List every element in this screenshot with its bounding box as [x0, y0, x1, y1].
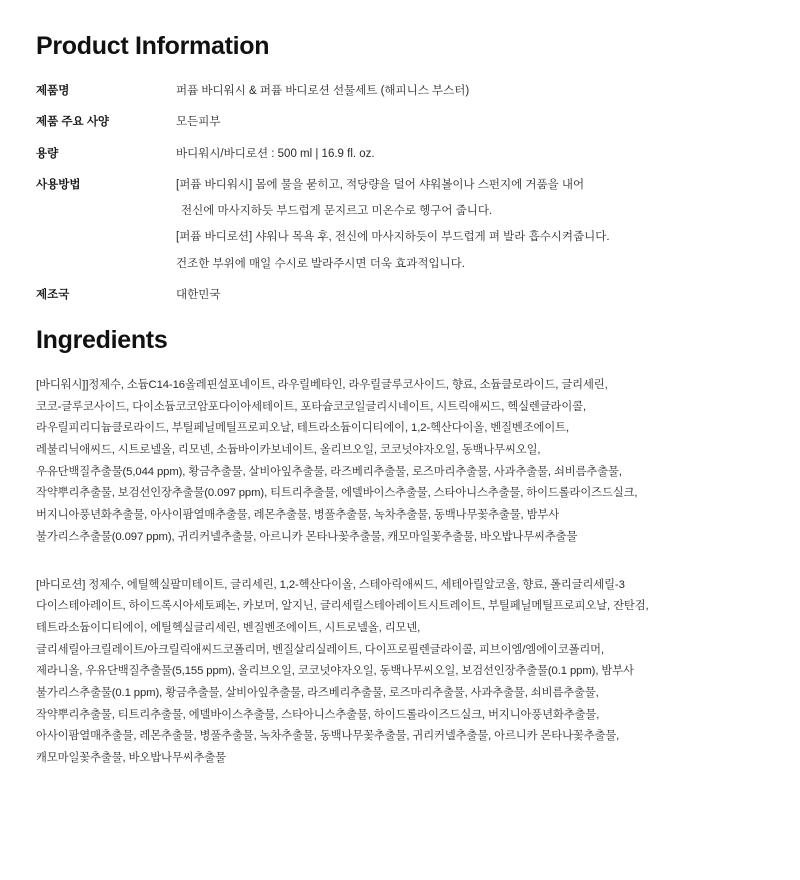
spec-value-volume — [176, 146, 764, 177]
ingredient-text-line: 불가리스추출물(0.097 ppm), 귀리커넬추출물, 아르니카 몬타나꽃추출물, 캐모마일꽃추출물, 바오밥나무씨추출물 — [36, 530, 578, 543]
spec-text-line: 퍼퓸 바디워시 & 퍼퓸 바디로션 선물세트 (해피니스 부스터) — [176, 85, 470, 97]
ingredient-text-line: 레불리닉애씨드, 시트로넬올, 리모넨, 소듐바이카보네이트, 올리브오일, 코코넛야자오일, 동백나무씨오일, — [36, 444, 541, 457]
ingredient-text-line: 테트라소듐이디티에이, 에틸헥실글리세린, 벤질벤조에이트, 시트로넬올, 리모넨, — [36, 621, 421, 634]
product-information-title: Product Information — [36, 32, 270, 60]
table-row — [36, 83, 764, 114]
table-row — [36, 114, 764, 145]
ingredient-text-line: 코코-글루코사이드, 다이소듐코코암포다이아세테이트, 포타슘코코일글리시네이트, 시트릭애씨드, 헥실렌글라이콜, — [36, 400, 587, 413]
ingredient-text-line: 작약뿌리추출물, 티트리추출물, 에델바이스추출물, 스타아니스추출물, 하이드롤라이즈드실크, 버지니아풍년화추출물, — [36, 708, 600, 721]
ingredient-text-line: 아사이팜열매추출물, 레몬추출물, 병풀추출물, 녹차추출물, 동백나무꽃추출물, 귀리커넬추출물, 아르니카 몬타나꽃추출물, — [36, 730, 620, 743]
spec-text-line: 모든피부 — [176, 116, 221, 129]
ingredient-text-line: 라우릴피리디늄클로라이드, 부틸페닐메틸프로피오날, 테트라소듐이디티에이, 1,2-헥산다이올, 벤질벤조에이트, — [36, 422, 569, 435]
spec-value-how-to-use — [176, 177, 764, 287]
spec-value-country-of-manufacture — [176, 287, 764, 318]
ingredients-title: Ingredients — [36, 326, 168, 354]
spec-text-line: [퍼퓸 바디로션] 샤워나 목욕 후, 전신에 마사지하듯이 부드럽게 펴 발라 흡수시켜줍니다. — [176, 231, 610, 244]
product-spec-body — [36, 83, 764, 318]
table-row — [36, 287, 764, 318]
spec-value-product-name — [176, 83, 764, 114]
ingredients-body-wash — [36, 375, 764, 549]
ingredient-text-line: [바디워시]]정제수, 소듐C14-16올레핀설포네이트, 라우릴베타인, 라우릴글루코사이드, 향료, 소듐클로라이드, 글리세린, — [36, 379, 608, 391]
product-spec-table — [36, 83, 764, 318]
spec-label-country-of-manufacture: 제조국 — [36, 288, 70, 301]
ingredient-text-line: 제라니올, 우유단백질추출물(5,155 ppm), 올리브오일, 코코넛야자오일, 동백나무씨오일, 보검선인장추출물(0.1 ppm), 밤부사 — [36, 665, 634, 678]
ingredient-text-line: 우유단백질추출물(5,044 ppm), 황금추출물, 살비아잎추출물, 라즈베리추출물, 로즈마리추출물, 사과추출물, 쇠비름추출물, — [36, 465, 622, 478]
spec-value-main-specification — [176, 114, 764, 145]
ingredient-text-line: 다이스테아레이트, 하이드록시아세토페논, 카보머, 알지닌, 글리세릴스테아레이트시트레이트, 부틸페닐메틸프로피오날, 잔탄검, — [36, 600, 649, 613]
spec-label-product-name: 제품명 — [36, 85, 70, 97]
spec-text-line: 대한민국 — [176, 288, 221, 301]
spec-text-line: 바디워시/바디로션 : 500 ml | 16.9 fl. oz. — [176, 147, 375, 160]
spec-text-line: [퍼퓸 바디워시] 몸에 물을 묻히고, 적당량을 덜어 샤워볼이나 스펀지에 거품을 내어 — [176, 178, 585, 191]
ingredients-body-lotion — [36, 575, 764, 770]
ingredient-text-line: [바디로션] 정제수, 에틸헥실팔미테이트, 글리세린, 1,2-헥산다이올, 스테아릭애씨드, 세테아릴알코올, 향료, 폴리글리세릴-3 — [36, 578, 625, 591]
table-row — [36, 177, 764, 287]
ingredient-text-line: 불가리스추출물(0.1 ppm), 황금추출물, 살비아잎추출물, 라즈베리추출물, 로즈마리추출물, 사과추출물, 쇠비름추출물, — [36, 686, 599, 699]
ingredient-text-line: 버지니아풍년화추출물, 아사이팜열매추출물, 레몬추출물, 병풀추출물, 녹차추출물, 동백나무꽃추출물, 밤부사 — [36, 509, 560, 522]
spec-label-main-specification: 제품 주요 사양 — [36, 116, 110, 129]
spec-text-line: 건조한 부위에 매일 수시로 발라주시면 더욱 효과적입니다. — [176, 257, 465, 270]
ingredient-text-line: 캐모마일꽃추출물, 바오밥나무씨추출물 — [36, 752, 226, 764]
ingredient-text-line: 작약뿌리추출물, 보검선인장추출물(0.097 ppm), 티트리추출물, 에델바이스추출물, 스타아니스추출물, 하이드롤라이즈드실크, — [36, 487, 638, 500]
spec-label-how-to-use: 사용방법 — [36, 178, 81, 191]
ingredient-text-line: 글리세릴아크릴레이트/아크릴릭애씨드코폴리머, 벤질살리실레이트, 다이프로필렌글라이콜, 피브이엠/엠에이코폴리머, — [36, 643, 604, 656]
spec-text-line: 전신에 마사지하듯 부드럽게 문지르고 미온수로 헹구어 줍니다. — [181, 205, 493, 217]
table-row — [36, 146, 764, 177]
spec-label-volume: 용량 — [36, 147, 59, 160]
